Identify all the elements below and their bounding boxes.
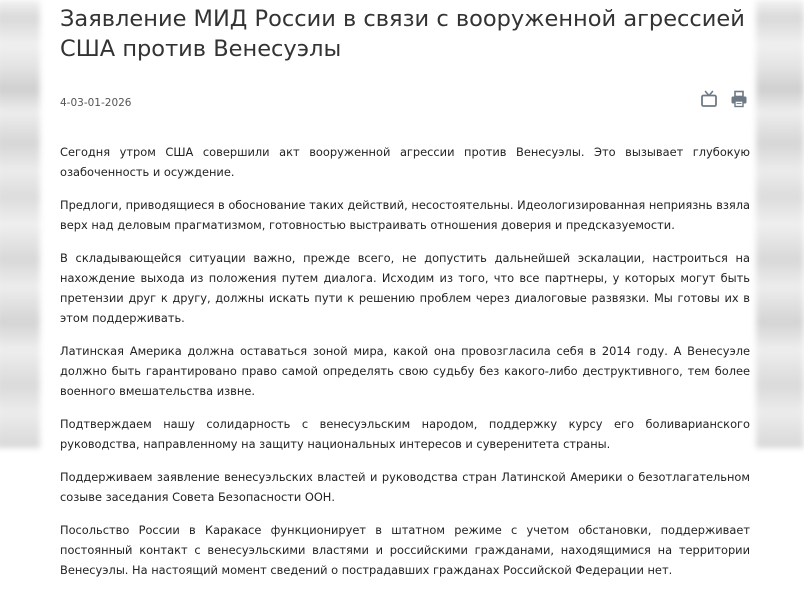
paragraph: Предлоги, приводящиеся в обоснование таких действий, несостоятельны. Идеологизированная неприязнь взяла верх над деловым прагматизмом, готовностью выстраивать отношения доверия и предсказуемости.	[60, 198, 750, 232]
paragraph: Подтверждаем нашу солидарность с венесуэльским народом, поддержку курсу его боливарианского руководства, направленному на защиту национальных интересов и суверенитета страны.	[60, 417, 750, 451]
article-title: Заявление МИД России в связи с вооруженной агрессией США против Венесуэлы	[60, 6, 745, 62]
paragraph: В складывающейся ситуации важно, прежде всего, не допустить дальнейшей эскалации, настроиться на нахождение выхода из положения путем диалога. Исходим из того, что все партнеры, у которых могут быть претензии друг к другу, должны искать пути к решению проблем через диалоговые развязки. Мы готовы их в этом поддерживать.	[60, 251, 750, 325]
article-meta	[60, 90, 750, 116]
blurred-right-margin	[756, 0, 804, 448]
paragraph: Посольство России в Каракасе функционирует в штатном режиме с учетом обстановки, поддерживает постоянный контакт с венесуэльскими властями и российскими гражданами, находящимися на территории Венесуэлы. На настоящий момент сведений о пострадавших гражданах Российской Федерации нет.	[60, 523, 750, 577]
article-date: 4-03-01-2026	[60, 97, 132, 109]
paragraph: Поддерживаем заявление венесуэльских властей и руководства стран Латинской Америки о безотлагательном созыве заседания Совета Безопасности ООН.	[60, 470, 750, 504]
paragraph: Латинская Америка должна оставаться зоной мира, какой она провозгласила себя в 2014 году. А Венесуэле должно быть гарантировано право самой определять свою судьбу без какого-либо деструктивного, тем более военного вмешательства извне.	[60, 344, 750, 398]
article	[60, 0, 750, 593]
print-icon[interactable]	[730, 90, 748, 108]
article-body	[60, 142, 750, 580]
tv-icon[interactable]	[700, 90, 718, 108]
article-toolbar	[700, 90, 748, 108]
blurred-left-margin	[0, 0, 40, 448]
paragraph: Сегодня утром США совершили акт вооруженной агрессии против Венесуэлы. Это вызывает глубокую озабоченность и осуждение.	[60, 145, 750, 179]
